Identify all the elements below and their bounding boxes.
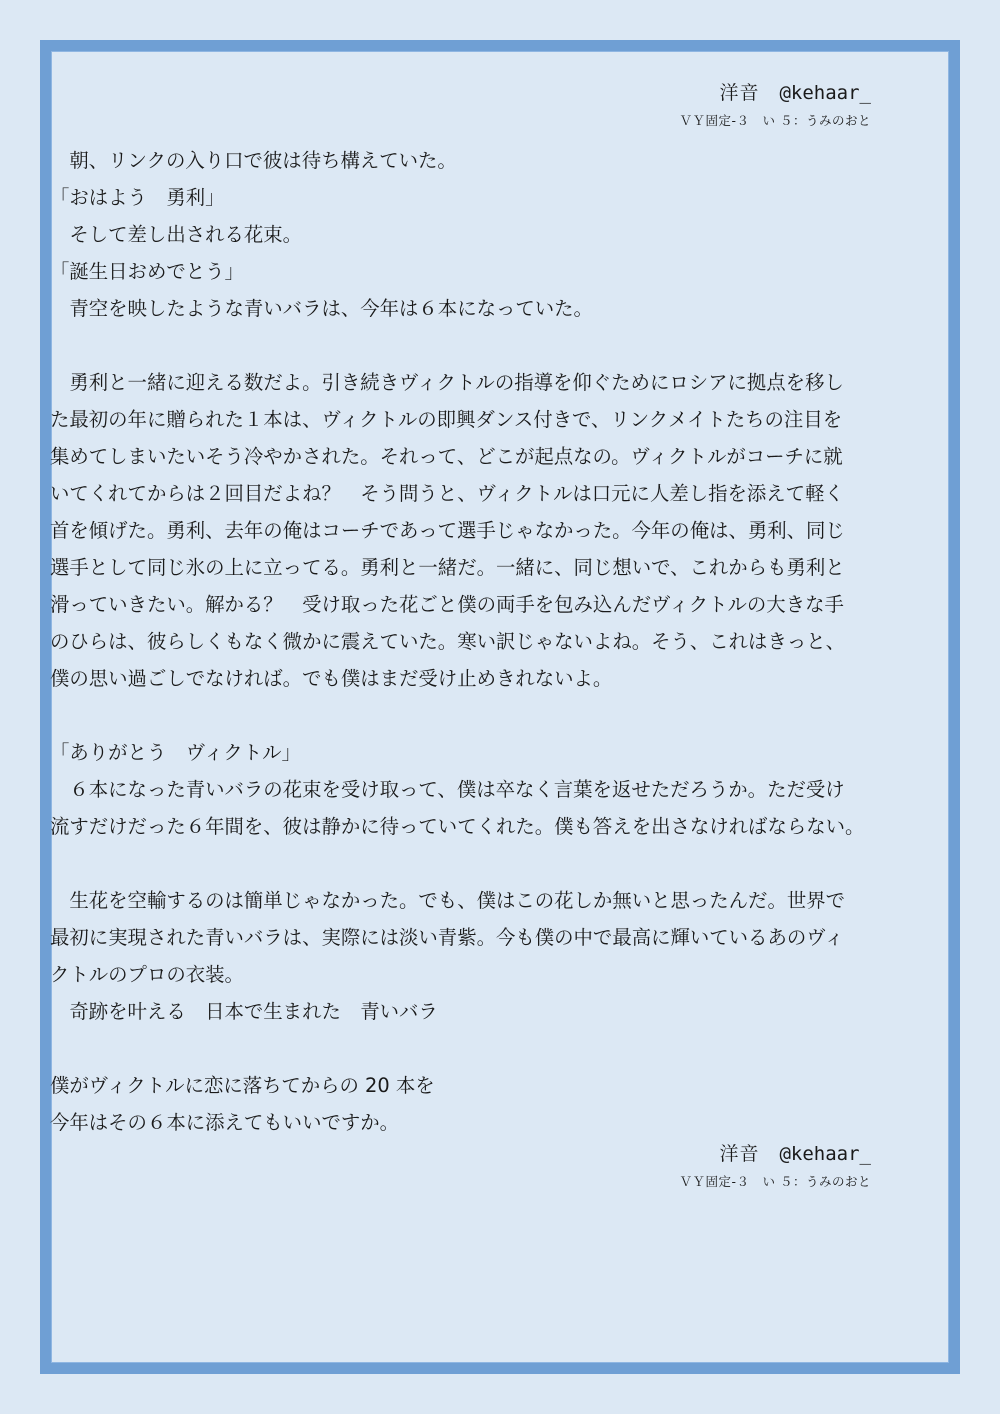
- text-line: 「誕生日おめでとう」: [50, 260, 244, 283]
- paragraph-block-4: [50, 882, 871, 1030]
- blank-line: [50, 1030, 871, 1067]
- text-line: 僕の思い過ごしでなければ。でも僕はまだ受け止めきれないよ。: [50, 667, 613, 690]
- paragraph-block-5: [50, 1067, 871, 1141]
- text-line: 流すだけだった６年間を、彼は静かに待っていてくれた。僕も答えを出さなければならない。: [50, 815, 865, 838]
- paragraph-block-2: [50, 364, 871, 697]
- text-line: のひらは、彼らしくもなく微かに震えていた。寒い訳じゃないよね。そう、これはきっと、: [50, 630, 846, 653]
- event-line-bottom: ＶＹ固定-３ い ５：うみのおと: [679, 1174, 871, 1189]
- blank-line: [50, 327, 871, 364]
- text-line: 僕がヴィクトルに恋に落ちてからの 20 本を: [50, 1074, 435, 1097]
- text-line: 奇跡を叶える 日本で生まれた 青いバラ: [50, 1000, 438, 1023]
- text-line: 青空を映したような青いバラは、今年は６本になっていた。: [50, 297, 593, 320]
- document-body: [50, 80, 871, 1191]
- text-line: そして差し出される花束。: [50, 223, 303, 246]
- text-line: 勇利と一緒に迎える数だよ。引き続きヴィクトルの指導を仰ぐためにロシアに拠点を移し: [50, 371, 844, 394]
- text-line: 朝、リンクの入り口で彼は待ち構えていた。: [50, 149, 457, 172]
- text-line: 滑っていきたい。解かる？ 受け取った花ごと僕の両手を包み込んだヴィクトルの大きな手: [50, 593, 844, 616]
- text-line: 生花を空輸するのは簡単じゃなかった。でも、僕はこの花しか無いと思ったんだ。世界で: [50, 889, 846, 912]
- text-line: 「ありがとう ヴィクトル」: [50, 741, 301, 764]
- author-handle: @kehaar_: [779, 82, 871, 104]
- blank-line: [50, 697, 871, 734]
- author-name: 洋音: [719, 82, 760, 104]
- author-handle: @kehaar_: [779, 1143, 871, 1165]
- author-name: 洋音: [719, 1143, 760, 1165]
- text-line: クトルのプロの衣装。: [50, 963, 244, 986]
- paragraph-block-1: [50, 142, 871, 327]
- text-line: 集めてしまいたいそう冷やかされた。それって、どこが起点なの。ヴィクトルがコーチに就: [50, 445, 843, 468]
- text-line: 「おはよう 勇利」: [50, 186, 225, 209]
- blank-line: [50, 845, 871, 882]
- text-line: 首を傾げた。勇利、去年の俺はコーチであって選手じゃなかった。今年の俺は、勇利、同じ: [50, 519, 845, 542]
- paragraph-block-3: [50, 734, 871, 845]
- text-line: ６本になった青いバラの花束を受け取って、僕は卒なく言葉を返せただろうか。ただ受け: [50, 778, 845, 801]
- text-line: 選手として同じ氷の上に立ってる。勇利と一緒だ。一緒に、同じ想いで、これからも勇利と: [50, 556, 845, 579]
- event-line-top: ＶＹ固定-３ い ５：うみのおと: [679, 113, 871, 128]
- text-line: 最初に実現された青いバラは、実際には淡い青紫。今も僕の中で最高に輝いているあのヴィ: [50, 926, 844, 949]
- text-line: た最初の年に贈られた１本は、ヴィクトルの即興ダンス付きで、リンクメイトたちの注目を: [50, 408, 843, 431]
- text-line: 今年はその６本に添えてもいいですか。: [50, 1111, 400, 1134]
- author-signature-top: [50, 80, 871, 106]
- text-line: いてくれてからは２回目だよね？ そう問うと、ヴィクトルは口元に人差し指を添えて軽く: [50, 482, 844, 505]
- author-signature-bottom: [50, 1141, 871, 1167]
